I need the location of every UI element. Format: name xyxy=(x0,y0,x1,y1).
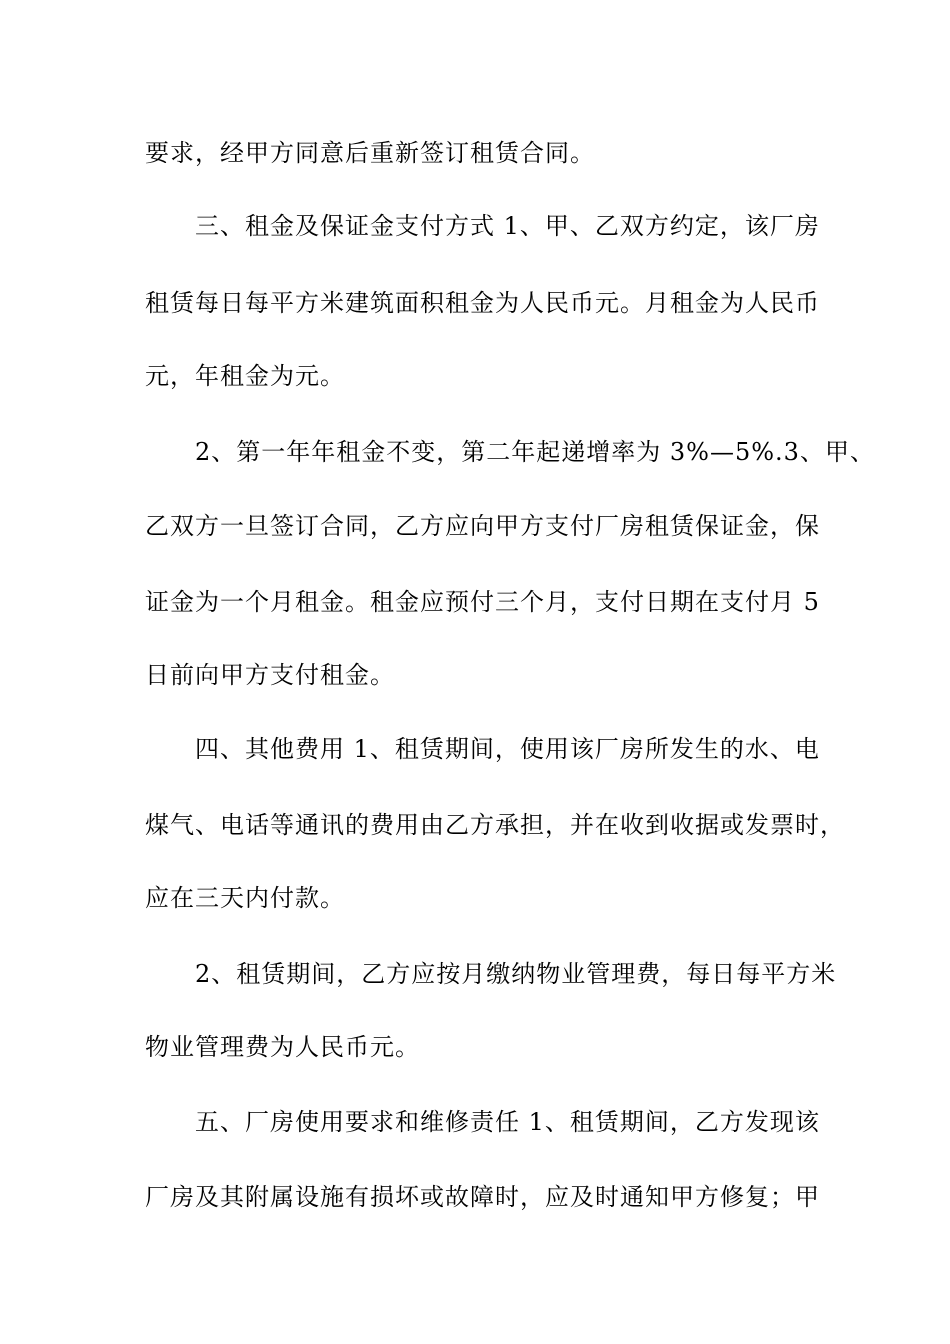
text-line: 元，年租金为元。 xyxy=(145,362,345,390)
text-line: 2、租赁期间，乙方应按月缴纳物业管理费，每日每平方米 xyxy=(145,960,837,988)
text-line: 厂房及其附属设施有损坏或故障时，应及时通知甲方修复；甲 xyxy=(145,1183,820,1211)
text-line: 物业管理费为人民币元。 xyxy=(145,1033,420,1061)
text-line: 应在三天内付款。 xyxy=(145,884,345,912)
text-line: 三、租金及保证金支付方式 1、甲、乙双方约定，该厂房 xyxy=(145,212,820,240)
text-line: 日前向甲方支付租金。 xyxy=(145,661,395,689)
text-line: 煤气、电话等通讯的费用由乙方承担，并在收到收据或发票时， xyxy=(145,811,845,839)
text-line: 证金为一个月租金。租金应预付三个月，支付日期在支付月 5 xyxy=(145,588,820,616)
text-line: 2、第一年年租金不变，第二年起递增率为 3%—5%.3、甲、 xyxy=(145,438,875,466)
text-line: 租赁每日每平方米建筑面积租金为人民币元。月租金为人民币 xyxy=(145,289,820,317)
text-line: 四、其他费用 1、租赁期间，使用该厂房所发生的水、电 xyxy=(145,735,820,763)
text-line: 乙双方一旦签订合同，乙方应向甲方支付厂房租赁保证金，保 xyxy=(145,512,820,540)
text-line: 五、厂房使用要求和维修责任 1、租赁期间，乙方发现该 xyxy=(145,1108,820,1136)
text-line: 要求，经甲方同意后重新签订租赁合同。 xyxy=(145,139,595,167)
